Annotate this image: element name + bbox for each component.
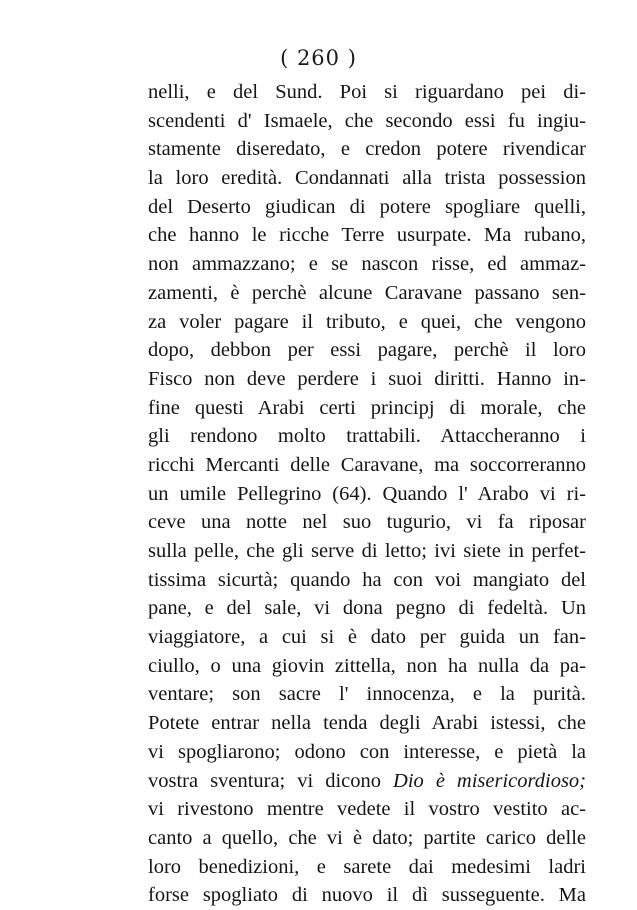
italic-line-before: vostra sventura; vi dicono	[148, 769, 394, 792]
text-line: ricchi Mercanti delle Caravane, ma soccorreranno	[148, 453, 586, 476]
text-line: che hanno le ricche Terre usurpate. Ma rubano,	[148, 224, 586, 247]
text-line: vi spogliarono; odono con interesse, e pietà la	[148, 740, 586, 763]
text-line: non ammazzano; e se nascon risse, ed ammaz-	[148, 253, 586, 276]
text-line: un umile Pellegrino (64). Quando l' Arabo vi ri-	[148, 482, 586, 505]
text-line: Fisco non deve perdere i suoi diritti. Hanno in-	[148, 367, 586, 390]
text-line: stamente diseredato, e credon potere rivendicar	[148, 138, 586, 161]
text-line: za voler pagare il tributo, e quei, che vengono	[148, 310, 586, 333]
text-line: ceve una notte nel suo tugurio, vi fa riposar	[148, 511, 586, 534]
text-line: gli rendono molto trattabili. Attaccheranno i	[148, 425, 586, 448]
text-line: la loro eredità. Condannati alla trista possession	[148, 167, 586, 190]
text-line: tissima sicurtà; quando ha con voi mangiato del	[148, 568, 586, 591]
text-line: fine questi Arabi certi principj di morale, che	[148, 396, 586, 419]
text-line: dopo, debbon per essi pagare, perchè il loro	[148, 339, 586, 362]
text-line: del Deserto giudican di potere spogliare quelli,	[148, 195, 586, 218]
text-line: scendenti d' Ismaele, che secondo essi fu ingiu-	[148, 109, 586, 132]
text-line: pane, e del sale, vi dona pegno di fedeltà. Un	[148, 597, 586, 620]
italic-quote: Dio è misericordioso;	[393, 769, 586, 792]
text-line: sulla pelle, che gli serve di letto; ivi siete in perfet-	[148, 540, 586, 562]
text-line: canto a quello, che vi è dato; partite carico delle	[148, 826, 586, 849]
text-line: zamenti, è perchè alcune Caravane passano sen-	[148, 281, 586, 304]
text-line: forse spogliato di nuovo il dì susseguente. Ma	[148, 884, 586, 907]
text-line: ciullo, o una giovin zittella, non ha nulla da pa-	[148, 654, 586, 677]
page-number: ( 260 )	[280, 46, 357, 70]
text-line: vi rivestono mentre vedete il vostro vestito ac-	[148, 798, 586, 821]
body-text	[148, 78, 586, 910]
text-line: nelli, e del Sund. Poi si riguardano pei di-	[148, 81, 586, 103]
text-line: viaggiatore, a cui si è dato per guida un fan-	[148, 626, 586, 649]
text-line: loro benedizioni, e sarete dai medesimi ladri	[148, 855, 586, 878]
text-line-with-italic	[148, 767, 586, 796]
text-line: Potete entrar nella tenda degli Arabi istessi, che	[148, 712, 586, 735]
text-line: ventare; son sacre l' innocenza, e la purità.	[148, 683, 586, 706]
